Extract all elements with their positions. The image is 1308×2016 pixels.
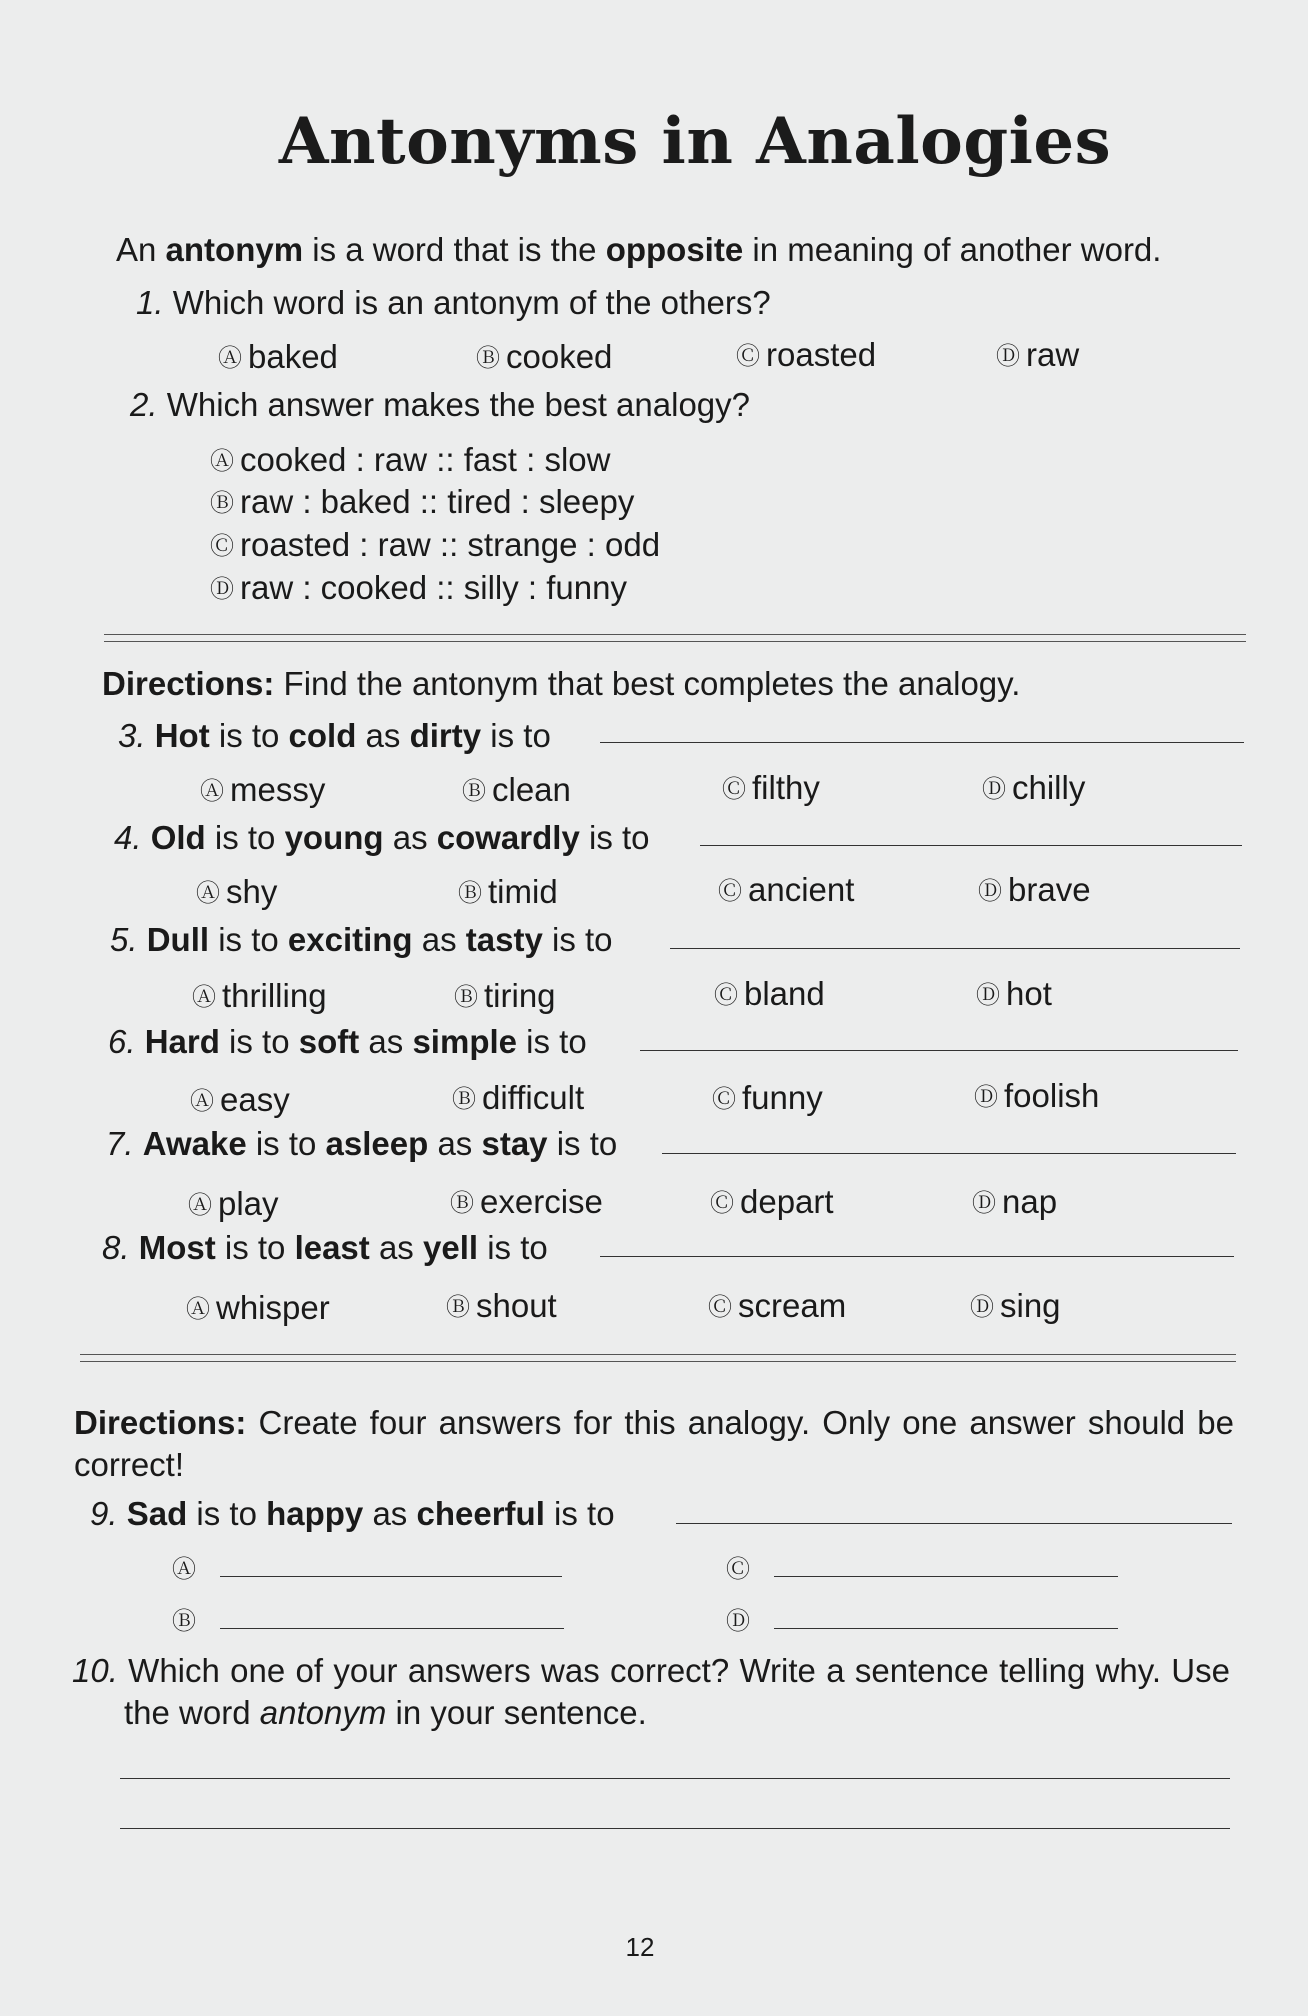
q5-option-d[interactable]: Ⓓ hot <box>976 975 1052 1012</box>
question-7: 7. Awake is to asleep as stay is to <box>106 1125 618 1162</box>
q1-option-a[interactable]: Ⓐ baked <box>218 338 338 375</box>
q1-option-c[interactable]: Ⓒ roasted <box>736 336 877 373</box>
q1-option-d[interactable]: Ⓓ raw <box>996 336 1080 373</box>
q7-option-a[interactable]: Ⓐ play <box>188 1185 279 1222</box>
question-8: 8. Most is to least as yell is to <box>102 1229 548 1266</box>
section2-directions: Directions: Find the antonym that best completes the analogy. <box>102 665 1021 702</box>
q4-option-b[interactable]: Ⓑ timid <box>458 873 558 910</box>
q2-option-c[interactable]: Ⓒ roasted : raw :: strange : odd <box>210 526 661 563</box>
q7-option-b[interactable]: Ⓑ exercise <box>450 1183 603 1220</box>
q5-option-a[interactable]: Ⓐ thrilling <box>192 977 327 1014</box>
q9-option-c-blank[interactable] <box>774 1576 1118 1577</box>
q6-answer-blank[interactable] <box>640 1050 1238 1051</box>
q6-option-a[interactable]: Ⓐ easy <box>190 1081 290 1118</box>
question-9: 9. Sad is to happy as cheerful is to <box>90 1495 615 1532</box>
question-10: 10. Which one of your answers was correct? Write a sentence telling why. Use the word antonym in your sentence. <box>72 1652 1230 1731</box>
q7-option-c[interactable]: Ⓒ depart <box>710 1183 834 1220</box>
q9-option-a-blank[interactable] <box>220 1576 562 1577</box>
q8-option-a[interactable]: Ⓐ whisper <box>186 1289 330 1326</box>
q4-answer-blank[interactable] <box>700 845 1242 846</box>
q4-option-a[interactable]: Ⓐ shy <box>196 873 278 910</box>
q9-letter-a: Ⓐ <box>172 1556 196 1583</box>
q7-option-d[interactable]: Ⓓ nap <box>972 1183 1058 1220</box>
q3-answer-blank[interactable] <box>600 742 1244 743</box>
q3-option-c[interactable]: Ⓒ filthy <box>722 769 820 806</box>
q4-option-d[interactable]: Ⓓ brave <box>978 871 1091 908</box>
q7-answer-blank[interactable] <box>662 1153 1236 1154</box>
page-number: 12 <box>625 1932 655 1962</box>
q5-option-b[interactable]: Ⓑ tiring <box>454 977 556 1014</box>
section-divider <box>104 634 1246 642</box>
q6-option-c[interactable]: Ⓒ funny <box>712 1079 823 1116</box>
q9-letter-d: Ⓓ <box>726 1608 750 1635</box>
question-2: 2. Which answer makes the best analogy? <box>130 386 751 423</box>
q2-option-a[interactable]: Ⓐ cooked : raw :: fast : slow <box>210 441 611 478</box>
page-title: Antonyms in Analogies <box>278 104 1112 179</box>
question-4: 4. Old is to young as cowardly is to <box>114 819 650 856</box>
q1-option-b[interactable]: Ⓑ cooked <box>476 338 613 375</box>
q9-answer-blank[interactable] <box>676 1523 1232 1524</box>
q8-option-b[interactable]: Ⓑ shout <box>446 1287 557 1324</box>
question-6: 6. Hard is to soft as simple is to <box>108 1023 587 1060</box>
q6-option-d[interactable]: Ⓓ foolish <box>974 1077 1100 1114</box>
question-3: 3. Hot is to cold as dirty is to <box>118 717 551 754</box>
q9-option-d-blank[interactable] <box>774 1628 1118 1629</box>
q2-option-d[interactable]: Ⓓ raw : cooked :: silly : funny <box>210 569 627 606</box>
section-divider <box>80 1354 1236 1362</box>
q5-answer-blank[interactable] <box>670 948 1240 949</box>
q2-option-b[interactable]: Ⓑ raw : baked :: tired : sleepy <box>210 483 635 520</box>
q8-answer-blank[interactable] <box>600 1256 1234 1257</box>
section3-directions: Directions: Create four answers for this analogy. Only one answer should be correct! <box>74 1404 1234 1483</box>
q3-option-b[interactable]: Ⓑ clean <box>462 771 571 808</box>
q8-option-d[interactable]: Ⓓ sing <box>970 1287 1061 1324</box>
q10-answer-line-2[interactable] <box>120 1828 1230 1829</box>
q6-option-b[interactable]: Ⓑ difficult <box>452 1079 585 1116</box>
q3-option-a[interactable]: Ⓐ messy <box>200 771 326 808</box>
q10-answer-line-1[interactable] <box>120 1778 1230 1779</box>
q9-option-b-blank[interactable] <box>220 1628 564 1629</box>
intro-definition: An antonym is a word that is the opposite in meaning of another word. <box>116 231 1162 268</box>
q9-letter-c: Ⓒ <box>726 1556 750 1583</box>
question-5: 5. Dull is to exciting as tasty is to <box>110 921 613 958</box>
q8-option-c[interactable]: Ⓒ scream <box>708 1287 847 1324</box>
q9-letter-b: Ⓑ <box>172 1608 196 1635</box>
q3-option-d[interactable]: Ⓓ chilly <box>982 769 1086 806</box>
q4-option-c[interactable]: Ⓒ ancient <box>718 871 855 908</box>
question-1: 1. Which word is an antonym of the others? <box>136 284 771 321</box>
q5-option-c[interactable]: Ⓒ bland <box>714 975 825 1012</box>
